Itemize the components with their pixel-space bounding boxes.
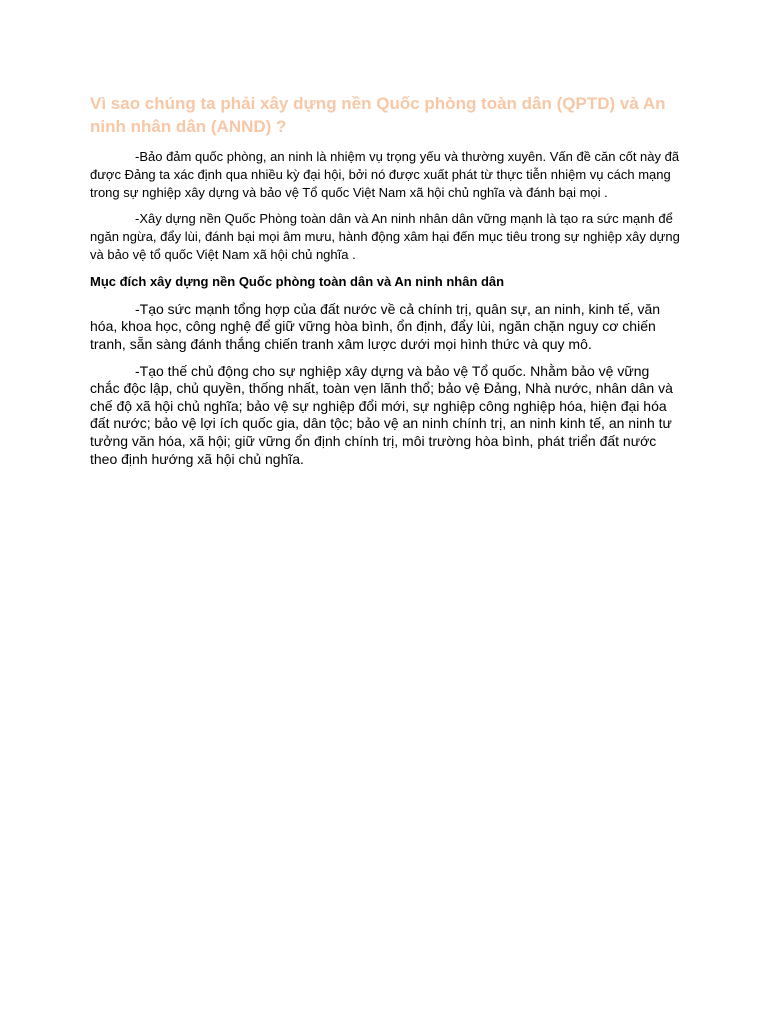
- paragraph-2: -Xây dựng nền Quốc Phòng toàn dân và An ninh nhân dân vững mạnh là tạo ra sức mạnh để ngăn ngừa, đẩy lùi, đánh bại mọi âm mưu, hành động xâm hại đến mục tiêu trong sự nghiệp xây dựng và bảo vệ tổ quốc Việt Nam xã hội chủ nghĩa .: [90, 211, 680, 262]
- section-paragraph-2: -Tạo thế chủ động cho sự nghiệp xây dựng và bảo vệ Tổ quốc. Nhằm bảo vệ vững chắc độc lập, chủ quyền, thống nhất, toàn vẹn lãnh thổ; bảo vệ Đảng, Nhà nước, nhân dân và chế độ xã hội chủ nghĩa; bảo vệ sự nghiệp đổi mới, sự nghiệp công nghiệp hóa, hiện đại hóa đất nước; bảo vệ lợi ích quốc gia, dân tộc; bảo vệ an ninh chính trị, an ninh kinh tế, an ninh tư tưởng văn hóa, xã hội; giữ vững ổn định chính trị, môi trường hòa bình, phát triển đất nước theo định hướng xã hội chủ nghĩa.: [90, 362, 673, 467]
- document-title: Vì sao chúng ta phải xây dựng nền Quốc phòng toàn dân (QPTD) và An ninh nhân dân (ANND) ?: [90, 94, 666, 136]
- section-heading: Mục đích xây dựng nền Quốc phòng toàn dân và An ninh nhân dân: [90, 273, 505, 289]
- section-paragraph-1: -Tạo sức mạnh tổng hợp của đất nước về cả chính trị, quân sự, an ninh, kinh tế, văn hóa, khoa học, công nghệ để giữ vững hòa bình, ổn định, đẩy lùi, ngăn chặn nguy cơ chiến tranh, sẵn sàng đánh thắng chiến tranh xâm lược dưới mọi hình thức và quy mô.: [90, 300, 661, 352]
- document-page: [90, 92, 680, 477]
- paragraph-1: -Bảo đảm quốc phòng, an ninh là nhiệm vụ trọng yếu và thường xuyên. Vấn đề căn cốt này đã được Đảng ta xác định qua nhiều kỳ đại hội, bởi nó được xuất phát từ thực tiễn nhiệm vụ cách mạng trong sự nghiệp xây dựng và bảo vệ Tổ quốc Việt Nam xã hội chủ nghĩa và đánh bại mọi .: [90, 149, 680, 200]
